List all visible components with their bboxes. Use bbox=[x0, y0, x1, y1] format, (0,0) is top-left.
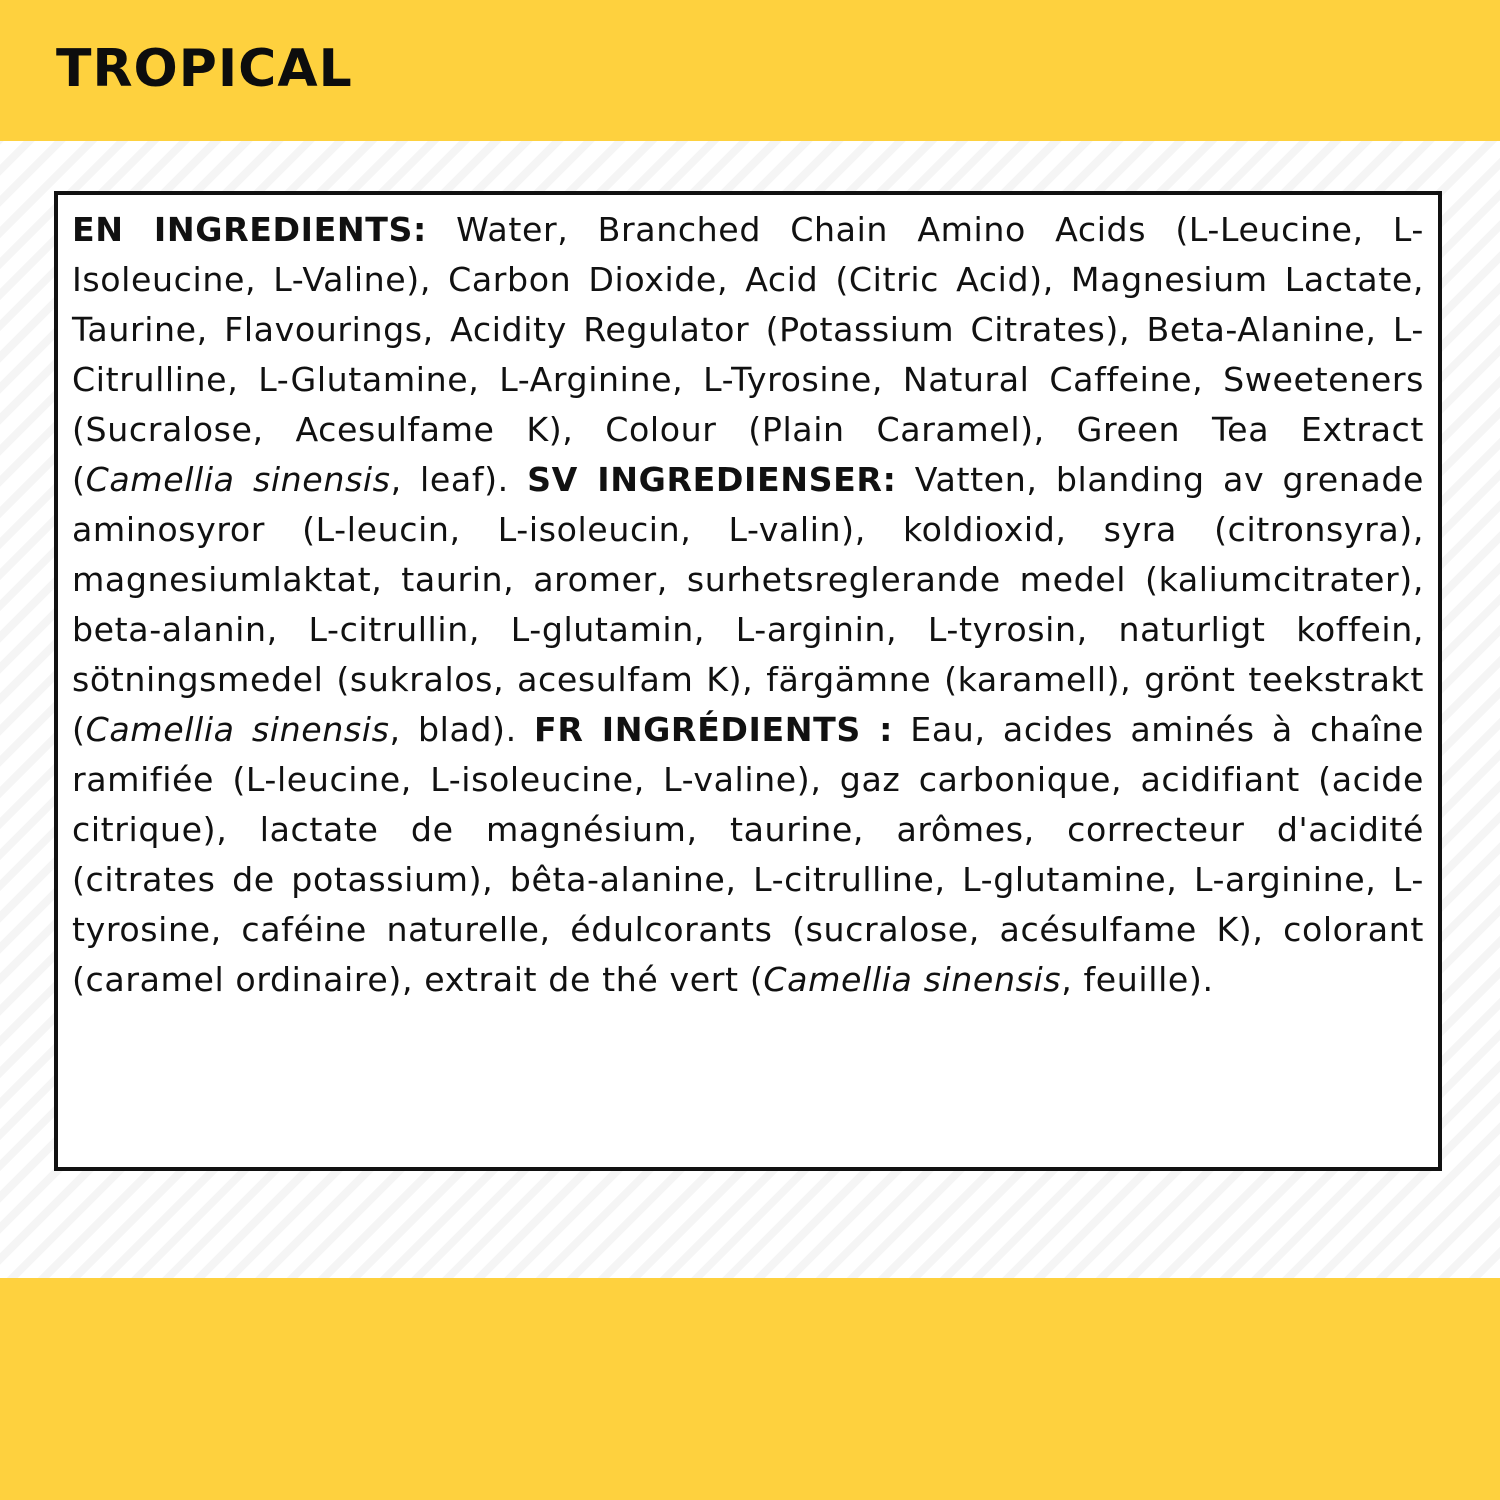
en-ingredients-text: Water, Branched Chain Amino Acids (L-Leucine, L-Isoleucine, L-Valine), Carbon Dioxide, Acid (Citric Acid), Magnesium Lactate, Taurine, Flavourings, Acidity Regulator (Potassium Citrates), Beta-Alanine, L-Citrulline, L-Glutamine, L-Arginine, L-Tyrosine, Natural Caffeine, Sweeteners (Sucralose, Acesulfame K), Colour (Plain Caramel), Green Tea Extract ( bbox=[72, 210, 1424, 499]
sv-ingredients-text: Vatten, blanding av grenade aminosyror (L-leucin, L-isoleucin, L-valin), koldioxid, syra (citronsyra), magnesiumlaktat, taurin, aromer, surhetsreglerande medel (kaliumcitrater), beta-alanin, L-citrullin, L-glutamin, L-arginin, L-tyrosin, naturligt koffein, sötningsmedel (sukralos, acesulfam K), färgämne (karamell), grönt teekstrakt ( bbox=[72, 460, 1424, 749]
sv-latin-name: Camellia sinensis bbox=[85, 710, 390, 749]
fr-latin-name: Camellia sinensis bbox=[763, 960, 1062, 999]
en-latin-name: Camellia sinensis bbox=[85, 460, 391, 499]
ingredients-paragraph bbox=[72, 205, 1424, 1005]
sv-ingredients-heading: SV INGREDIENSER: bbox=[527, 460, 897, 499]
flavor-title: TROPICAL bbox=[56, 39, 353, 99]
header-band bbox=[0, 0, 1500, 141]
en-ingredients-text-end: , leaf). bbox=[390, 460, 528, 499]
fr-ingredients-text-end: , feuille). bbox=[1061, 960, 1214, 999]
fr-ingredients-heading: FR INGRÉDIENTS : bbox=[534, 710, 894, 749]
footer-band bbox=[0, 1278, 1500, 1500]
en-ingredients-heading: EN INGREDIENTS: bbox=[72, 210, 427, 249]
sv-ingredients-text-end: , blad). bbox=[389, 710, 535, 749]
fr-ingredients-text: Eau, acides aminés à chaîne ramifiée (L-leucine, L-isoleucine, L-valine), gaz carbonique, acidifiant (acide citrique), lactate de magnésium, taurine, arômes, correcteur d'acidité (citrates de potassium), bêta-alanine, L-citrulline, L-glutamine, L-arginine, L-tyrosine, caféine naturelle, édulcorants (sucralose, acésulfame K), colorant (caramel ordinaire), extrait de thé vert ( bbox=[72, 710, 1424, 999]
ingredients-panel bbox=[54, 191, 1442, 1171]
